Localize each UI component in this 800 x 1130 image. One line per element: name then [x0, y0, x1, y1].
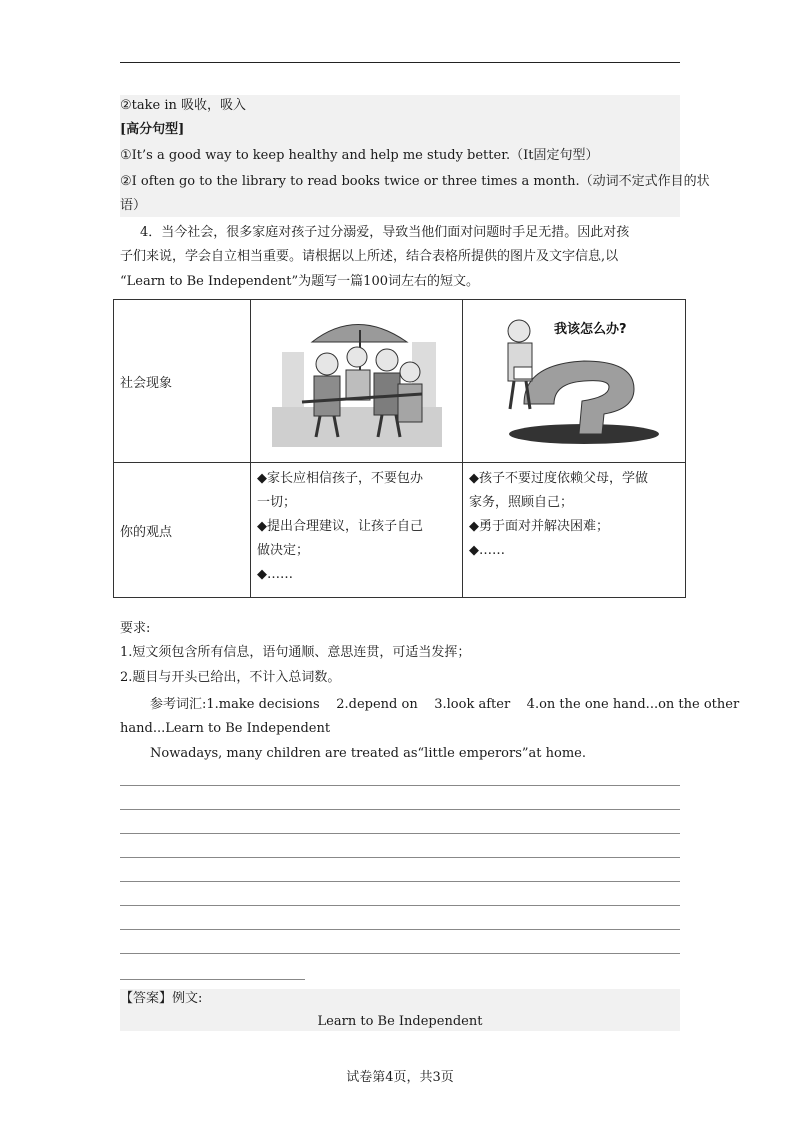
requirements-heading: 要求:	[120, 621, 151, 636]
vocab-line-2: hand...Learn to Be Independent	[120, 721, 331, 736]
question-line-3: “Learn to Be Independent”为题写一篇100词左右的短文。	[120, 274, 479, 289]
cartoon-family-carrying-child	[272, 312, 442, 447]
parent-point: ◆家长应相信孩子，不要包办	[257, 471, 423, 486]
row-label-social-phenomenon: 社会现象	[114, 300, 251, 463]
child-point: ◆孩子不要过度依赖父母，学做	[469, 471, 648, 486]
answer-title: Learn to Be Independent	[317, 1014, 483, 1029]
parent-points-cell	[251, 463, 463, 598]
child-point: ◆勇于面对并解决困难；	[469, 519, 609, 534]
cartoon-caption: 我该怎么办?	[554, 322, 627, 337]
sentence-2-line-2: 语）	[120, 198, 147, 213]
requirement-1: 1.短文须包含所有信息，语句通顺、意思连贯，可适当发挥；	[120, 645, 471, 660]
child-points-cell	[463, 463, 686, 598]
question-line-1: 4．当今社会，很多家庭对孩子过分溺爱，导致当他们面对问题时手足无措。因此对孩	[140, 225, 630, 240]
answer-blank-line	[120, 905, 680, 906]
parent-point: ◆提出合理建议，让孩子自己	[257, 519, 423, 534]
sentence-2-line-1: ②I often go to the library to read books twice or three times a month.（动词不定式作目的状	[120, 174, 710, 189]
page-footer: 试卷第4页，共3页	[346, 1070, 454, 1085]
answer-blank-line	[120, 857, 680, 858]
answer-blank-line	[120, 929, 680, 930]
child-point: ◆……	[469, 543, 505, 558]
answer-label: 【答案】例文:	[120, 991, 203, 1006]
vocab-line-1: 参考词汇:1.make decisions 2.depend on 3.look after 4.on the one hand...on the other	[150, 697, 740, 712]
cartoon-boy-question-mark	[484, 309, 664, 449]
header-rule	[120, 62, 680, 63]
cartoon-cell-1	[251, 300, 463, 463]
section-heading-sentences: [高分句型]	[120, 122, 185, 137]
answer-blank-line	[120, 881, 680, 882]
info-table	[113, 299, 686, 598]
sentence-1: ①It’s a good way to keep healthy and help me study better.（It固定句型）	[120, 148, 599, 163]
phrase-take-in: ②take in 吸收，吸入	[120, 98, 246, 113]
parent-point: 一切；	[257, 495, 297, 510]
requirement-2: 2.题目与开头已给出，不计入总词数。	[120, 670, 341, 685]
answer-blank-line-short	[120, 979, 305, 980]
parent-point: ◆……	[257, 567, 293, 582]
answer-blank-line	[120, 833, 680, 834]
cartoon-cell-2	[463, 300, 686, 463]
answer-blank-line	[120, 809, 680, 810]
essay-opening: Nowadays, many children are treated as“little emperors”at home.	[150, 746, 586, 761]
question-line-2: 子们来说，学会自立相当重要。请根据以上所述，结合表格所提供的图片及文字信息,以	[120, 249, 619, 264]
parent-point: 做决定；	[257, 543, 310, 558]
answer-blank-line	[120, 785, 680, 786]
row-label-your-view: 你的观点	[114, 463, 251, 598]
answer-blank-line	[120, 953, 680, 954]
child-point: 家务，照顾自己；	[469, 495, 574, 510]
